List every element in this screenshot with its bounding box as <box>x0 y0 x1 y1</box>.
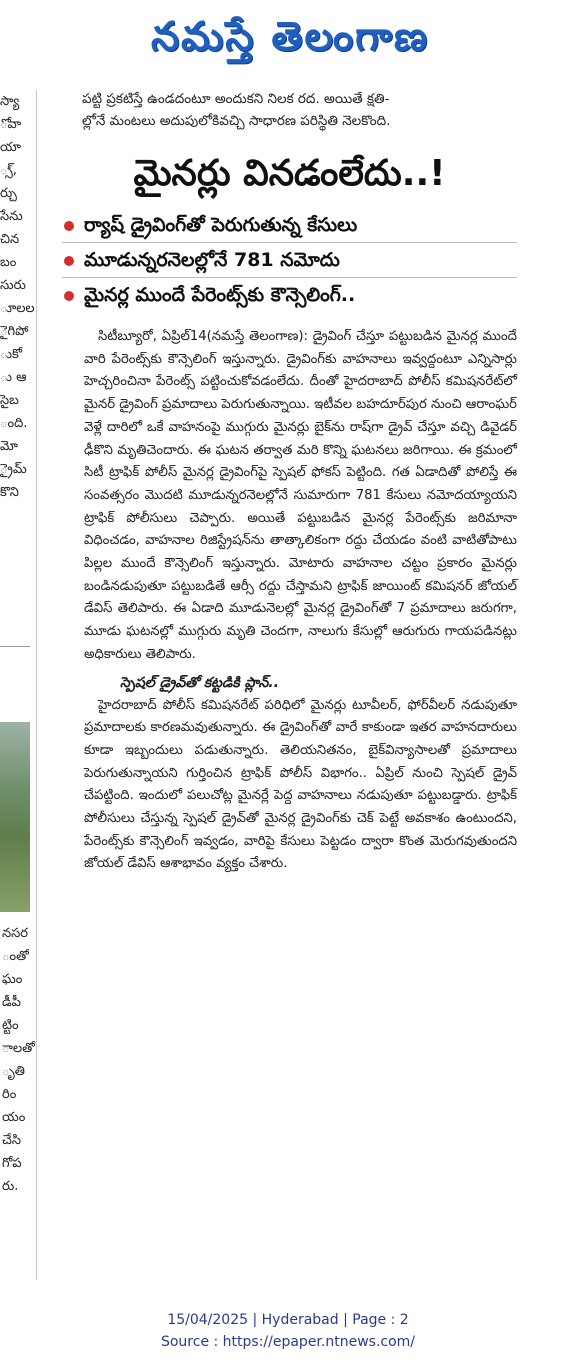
subheadline-text: మైనర్ల ముందే పేరెంట్స్‌కు కౌన్సెలింగ్.. <box>84 284 356 306</box>
adjacent-column-fragment-line: ంది. <box>0 416 28 431</box>
subheadline <box>62 243 517 278</box>
article-body <box>62 326 517 876</box>
adjacent-column-fragment-line: ్రైమ్ <box>0 462 27 477</box>
adjacent-column-fragment-line: ట్టిం <box>2 1018 19 1033</box>
adjacent-column-fragment-line: యా <box>0 140 21 155</box>
subheadline-list <box>62 208 517 312</box>
column-rule <box>0 646 30 647</box>
adjacent-column-fragment-line: ఘం <box>2 972 23 987</box>
adjacent-column-fragment-line: చేసి <box>2 1133 22 1148</box>
red-bullet-icon <box>64 291 74 301</box>
article-paragraph: హైదరాబాద్ పోలీస్ కమిషనరేట్ పరిధిలో మైనర్లు టూవీలర్, ఫోర్‌వీలర్ నడుపుతూ ప్రమాదాలకు కారణమవుతున్నారు. ఈ డ్రైవింగ్‌తో వారే కాకుండా ఇతర వాహనదారులు కూడా ఇబ్బందులు పడుతున్నారు. తెలియనితనం, బైక్‌విన్యాసాలతో ప్రమాదాలు పెరుగుతున్నాయని గుర్తించిన ట్రాఫిక్ పోలీస్ విభాగం.. ఏప్రిల్ నుంచి స్పెషల్ డ్రైవ్ చేపట్టింది. ఇందులో పలుచోట్ల మైనర్లే పెద్ద వాహనాలు నడుపుతూ పట్టుబడ్డారు. ట్రాఫిక్ పోలీసులు చేస్తున్న స్పెషల్ డ్రైవ్‌తో మైనర్ల డ్రైవింగ్‌కు చెక్ పెట్టే అవకాశం ఉంటుందని, పేరెంట్స్‌కు కౌన్సెలింగ్ ఇవ్వడం, వారిపై కేసులు పెట్టడం ద్వారా కొంత మెరుగవుతుందని జోయల్ డేవిస్ ఆశాభావం వ్యక్తం చేశారు. <box>84 697 517 872</box>
article-crosshead: స్పెషల్ డ్రైవ్‌తో కట్టడికి ప్లాన్.. <box>120 674 279 691</box>
adjacent-column-fragment-line: బం <box>0 255 17 270</box>
adjacent-column-text-top <box>0 90 35 504</box>
adjacent-column-fragment-line: కొని <box>0 485 19 500</box>
adjacent-column-fragment-line: చిన <box>0 232 20 247</box>
adjacent-column-fragment-line: సేను <box>0 209 23 224</box>
adjacent-column-fragment-line: ాలతో <box>2 1041 35 1056</box>
subheadline-text: ర్యాష్ డ్రైవింగ్‌తో పెరుగుతున్న కేసులు <box>84 214 358 236</box>
adjacent-column-fragment-line: రిం <box>2 1087 17 1102</box>
adjacent-column-fragment-line: సైబ <box>0 393 19 408</box>
adjacent-column-fragment-line: ు ఆ <box>0 370 27 385</box>
adjacent-column-fragment-line: స్యా <box>0 94 20 109</box>
subheadline <box>62 278 517 312</box>
red-bullet-icon <box>64 256 74 266</box>
article-headline: మైనర్లు వినడంలేదు..! <box>133 153 446 194</box>
adjacent-column-fragment-line: డీపీ <box>2 995 21 1010</box>
news-article <box>62 88 517 876</box>
preceding-story-line: ల్లోనే మంటలు అదుపులోకివచ్చి సాధారణ పరిస్థితి నెలకొంది. <box>82 113 391 129</box>
adjacent-column-fragment-line: మో <box>0 439 18 454</box>
column-divider <box>36 90 37 1280</box>
adjacent-column-fragment <box>0 90 35 1280</box>
adjacent-column-fragment-line: ్స్, <box>0 163 17 178</box>
footer-source: Source : https://epaper.ntnews.com/ <box>160 1334 416 1350</box>
subheadline-text: మూడున్నరనెలల్లోనే 781 నమోదు <box>84 249 340 271</box>
adjacent-column-fragment-line: ూలల <box>0 301 35 316</box>
footer-dateline: 15/04/2025 | Hyderabad | Page : 2 <box>167 1312 409 1328</box>
masthead-logo: నమస్తే తెలంగాణ <box>150 14 430 60</box>
article-paragraph: సిటీబ్యూరో, ఏప్రిల్14(నమస్తే తెలంగాణ): డ్రైవింగ్ చేస్తూ పట్టుబడిన మైనర్ల ముందే వారి పేరెంట్స్‌కు కౌన్సెలింగ్ ఇస్తున్నారు. డ్రైవింగ్‌కు వాహనాలు ఇవ్వద్దంటూ ఎన్నిసార్లు హెచ్చరించినా పేరెంట్స్ పట్టించుకోవడంలేదు. దీంతో హైదరాబాద్ పోలీస్ కమిషనరేట్‌లో మైనర్ డ్రైవింగ్ ప్రమాదాలు పెరుగుతున్నాయి. ఇటీవల బహదూర్‌పుర నుంచి ఆరాంఘర్ వెళ్లే దారిలో ఒకే వాహనంపై ముగ్గురు మైనర్లు బైక్‌ను రాష్‌గా డ్రైవ్ చేస్తూ వచ్చి డివైడర్ ఢీకొని మృతిచెందారు. ఈ ఘటన తర్వాత మరి కొన్ని ఘటనలు జరిగాయి. ఈ క్రమంలో సిటీ ట్రాఫిక్ పోలీస్ మైనర్ల డ్రైవింగ్‌పై స్పెషల్ ఫోకస్ పెట్టింది. గత ఏడాదితో పోలిస్తే ఈ సంవత్సరం మొదటి మూడున్నరనెలల్లోనే సుమారుగా 781 కేసులు నమోదయ్యాయని ట్రాఫిక్ పోలీసులు చెప్పారు. అయితే పట్టుబడిన మైనర్ల పేరెంట్స్‌కు జరిమానా విధించడం, వాహనాల రిజిస్ట్రేషన్‌ను తాత్కాలికంగా రద్దు చేయడం వంటి వాటితోపాటు పిల్లల ముందే కౌన్సెలింగ్ ఇస్తున్నారు. మోటారు వాహనాల చట్టం ప్రకారం మైనర్లు బండినడుపుతూ పట్టుబడితే ఆర్సీ రద్దు చేస్తామని ట్రాఫిక్ జాయింట్ కమిషనర్ జోయల్ డేవిస్ తెలిపారు. ఈ ఏడాది మూడునెలల్లో మైనర్ల డ్రైవింగ్‌తో 7 ప్రమాదాలు జరుగగా, మూడు ఘటనల్లో ముగ్గురు మృతి చెందగా, నాలుగు కేసుల్లో ఆరుగురు గాయపడినట్లు అధికారులు తెలిపారు. <box>84 329 517 662</box>
adjacent-column-fragment-line: ంతో <box>2 949 29 964</box>
adjacent-column-fragment-line: ర్చు <box>0 186 17 201</box>
preceding-story-tail <box>62 88 517 132</box>
adjacent-photo <box>0 722 30 912</box>
red-bullet-icon <box>64 221 74 231</box>
adjacent-column-fragment-line: యం <box>2 1110 26 1125</box>
adjacent-column-fragment-line: నసర <box>2 926 28 941</box>
adjacent-column-fragment-line: రు. <box>2 1179 19 1194</box>
preceding-story-line: పట్టి ప్రకటిస్తే ఉండదంటూ అందుకని నిలక రద. అయితే క్షతి- <box>82 91 390 107</box>
adjacent-column-fragment-line: ుకో <box>0 347 23 362</box>
subheadline <box>62 208 517 243</box>
adjacent-column-fragment-line: సురు <box>0 278 26 293</box>
adjacent-column-text-bottom <box>2 922 35 1198</box>
adjacent-column-fragment-line: ైగిపో <box>0 324 29 339</box>
adjacent-column-fragment-line: గోప <box>2 1156 22 1171</box>
adjacent-column-fragment-line: ోవా <box>0 117 22 132</box>
adjacent-column-fragment-line: ృతి <box>2 1064 25 1079</box>
